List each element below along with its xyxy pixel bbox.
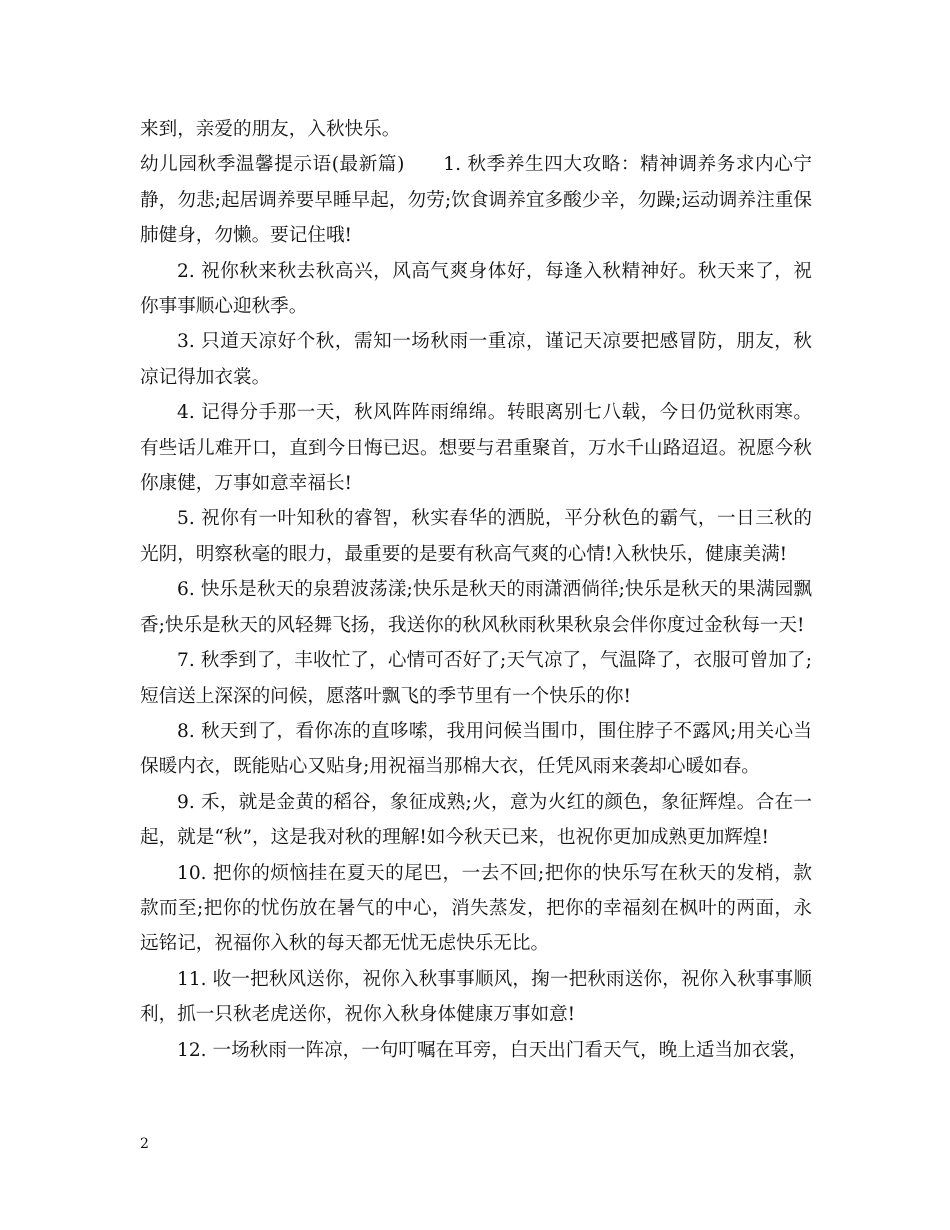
paragraph-continuation: 来到，亲爱的朋友，入秋快乐。 — [140, 119, 401, 140]
document-body — [140, 112, 812, 1068]
paragraph-item-5: 5. 祝你有一叶知秋的睿智，秋实春华的洒脱，平分秋色的霸气，一日三秋的光阴，明察秋毫的眼力，最重要的是要有秋高气爽的心情!入秋快乐，健康美满! — [140, 508, 812, 565]
paragraph-item-9: 9. 禾，就是金黄的稻谷，象征成熟;火，意为火红的颜色，象征辉煌。合在一起，就是“秋”，这是我对秋的理解!如今秋天已来，也祝你更加成熟更加辉煌! — [140, 791, 812, 849]
paragraph-item-4: 4. 记得分手那一天，秋风阵阵雨绵绵。转眼离别七八载，今日仍觉秋雨寒。有些话儿难开口，直到今日悔已迟。想要与君重聚首，万水千山路迢迢。祝愿今秋你康健，万事如意幸福长! — [140, 402, 812, 495]
paragraph-item-2: 2. 祝你秋来秋去秋高兴，风高气爽身体好，每逢入秋精神好。秋天来了，祝你事事顺心迎秋季。 — [140, 260, 812, 318]
paragraph-item-3: 3. 只道天凉好个秋，需知一场秋雨一重凉，谨记天凉要把感冒防，朋友，秋凉记得加衣裳。 — [140, 331, 812, 388]
paragraph-item-10: 10. 把你的烦恼挂在夏天的尾巴，一去不回;把你的快乐写在秋天的发梢，款款而至;把你的忧伤放在暑气的中心，消失蒸发，把你的幸福刻在枫叶的两面，永远铭记，祝福你入秋的每天都无忧无虑快乐无比。 — [140, 862, 812, 955]
page-number: 2 — [140, 1136, 149, 1152]
paragraph-item-8: 8. 秋天到了，看你冻的直哆嗦，我用问候当围巾，围住脖子不露风;用关心当保暖内衣，既能贴心又贴身;用祝福当那棉大衣，任凭风雨来袭却心暖如春。 — [140, 720, 812, 778]
paragraph-item-11: 11. 收一把秋风送你，祝你入秋事事顺风，掬一把秋雨送你，祝你入秋事事顺利，抓一只秋老虎送你，祝你入秋身体健康万事如意! — [140, 968, 812, 1026]
paragraph-item-6: 6. 快乐是秋天的泉碧波荡漾;快乐是秋天的雨潇洒倘徉;快乐是秋天的果满园飘香;快乐是秋天的风轻舞飞扬，我送你的秋风秋雨秋果秋泉会伴你度过金秋每一天! — [140, 579, 812, 636]
paragraph-item-12: 12. 一场秋雨一阵凉，一句叮嘱在耳旁，白天出门看天气，晚上适当加衣裳， — [177, 1039, 808, 1061]
paragraph-item-7: 7. 秋季到了，丰收忙了，心情可否好了;天气凉了，气温降了，衣服可曾加了;短信送上深深的问候，愿落叶飘飞的季节里有一个快乐的你! — [140, 650, 812, 707]
paragraph-heading-item-1: 幼儿园秋季温馨提示语(最新篇) 1. 秋季养生四大攻略：精神调养务求内心宁静，勿悲;起居调养要早睡早起，勿劳;饮食调养宜多酸少辛，勿躁;运动调养注重保肺健身，勿懒。要记住哦! — [140, 154, 812, 247]
